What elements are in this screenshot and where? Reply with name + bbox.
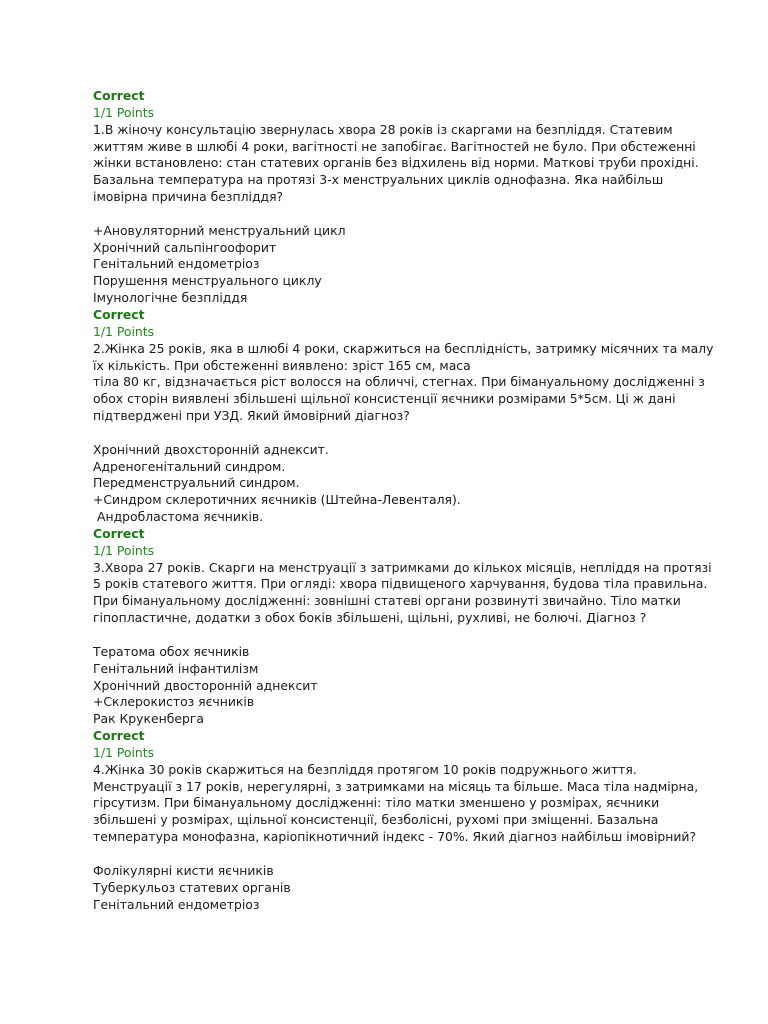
answer-option-correct: +Синдром склеротичних яєчників (Штейна-Левенталя). bbox=[93, 492, 461, 508]
points-label: 1/1 Points bbox=[93, 744, 155, 760]
status-label: Correct bbox=[93, 88, 145, 103]
answer-option-correct: +Ановуляторний менструальний цикл bbox=[93, 222, 346, 238]
question-text-line: Менструації з 17 років, нерегулярні, з затримками на місяць та більше. Маса тіла надмірна, bbox=[93, 778, 699, 794]
question-text-line: При бімануальному дослідженні: зовнішні статеві органи розвинуті звичайно. Тіло матки bbox=[93, 593, 681, 609]
answer-option: Фолікулярні кисти яєчників bbox=[93, 862, 274, 878]
blank-line bbox=[93, 425, 693, 442]
question-text-line: 3.Хвора 27 років. Скарги на менструації з затримками до кількох місяців, непліддя на протязі bbox=[93, 559, 712, 575]
blank-line bbox=[93, 846, 693, 863]
answer-option: Генітальний ендометріоз bbox=[93, 256, 260, 272]
question-text-line: температура монофазна, каріопікнотичний індекс - 70%. Який діагноз найбільш імовірний? bbox=[93, 829, 697, 845]
question-text-line: тіла 80 кг, відзначається ріст волосся на обличчі, стегнах. При бімануальному дослідженні з bbox=[93, 374, 705, 390]
points-label: 1/1 Points bbox=[93, 542, 155, 558]
answer-option: Хронічний двосторонній аднексит bbox=[93, 677, 318, 693]
question-block bbox=[93, 728, 699, 913]
question-text-line: 5 років статевого життя. При огляді: хвора підвищеного харчування, будова тіла правильна. bbox=[93, 576, 708, 592]
answer-option: Генітальний ендометріоз bbox=[93, 896, 260, 912]
question-text-line: 2.Жінка 25 років, яка в шлюбі 4 роки, скаржиться на бесплідність, затримку місячних та малу bbox=[93, 340, 714, 356]
question-text-line: їх кількість. При обстеженні виявлено: зріст 165 см, маса bbox=[93, 357, 471, 373]
blank-line bbox=[93, 627, 693, 644]
question-block bbox=[93, 306, 714, 526]
answer-option: Тератома обох яєчників bbox=[93, 643, 250, 659]
answer-option: Хронічний сальпінгоофорит bbox=[93, 239, 277, 255]
question-block bbox=[93, 88, 699, 307]
status-label: Correct bbox=[93, 306, 145, 322]
answer-option-correct: +Склерокистоз яєчників bbox=[93, 694, 255, 710]
answer-option: Хронічний двохсторонній аднексит. bbox=[93, 441, 329, 457]
blank-line bbox=[93, 206, 693, 223]
answer-option: Андробластома яєчників. bbox=[97, 509, 264, 525]
question-text-line: 1.В жіночу консультацію звернулась хвора 28 років із скаргами на безпліддя. Статевим bbox=[93, 121, 673, 137]
points-label: 1/1 Points bbox=[93, 104, 155, 120]
question-block bbox=[93, 525, 712, 728]
answer-option: Передменструальний синдром. bbox=[93, 475, 300, 491]
quiz-document bbox=[93, 88, 714, 913]
answer-option: Порушення менструального циклу bbox=[93, 273, 322, 289]
answer-option: Генітальний інфантилізм bbox=[93, 660, 259, 676]
answer-option: Туберкульоз статевих органів bbox=[93, 879, 291, 895]
answer-option: Адреногенітальний синдром. bbox=[93, 458, 286, 474]
question-text-line: Базальна температура на протязі 3-х менструальних циклів однофазна. Яка найбільш bbox=[93, 172, 664, 188]
question-text-line: життям живе в шлюбі 4 роки, вагітності не запобігає. Вагітностей не було. При обстеженні bbox=[93, 138, 696, 154]
question-text-line: імовірна причина безпліддя? bbox=[93, 189, 284, 205]
question-text-line: жінки встановлено: стан статевих органів без відхилень від норми. Маткові труби прохідні. bbox=[93, 155, 699, 171]
question-text-line: гірсутизм. При бімануальному дослідженні: тіло матки зменшено у розмірах, яєчники bbox=[93, 795, 660, 811]
status-label: Correct bbox=[93, 525, 145, 541]
points-label: 1/1 Points bbox=[93, 323, 155, 339]
question-text-line: збільшені у розмірах, щільної консистенції, безболісні, рухомі при зміщенні. Базальна bbox=[93, 812, 659, 828]
answer-option: Імунологічне безпліддя bbox=[93, 290, 248, 306]
status-label: Correct bbox=[93, 728, 145, 744]
question-text-line: підтверджені при УЗД. Який ймовірний діагноз? bbox=[93, 408, 410, 424]
question-text-line: 4.Жінка 30 років скаржиться на безпліддя протягом 10 років подружнього життя. bbox=[93, 761, 637, 777]
answer-option: Рак Крукенберга bbox=[93, 711, 204, 727]
question-text-line: обох сторін виявлені збільшені щільної консистенції яєчники розмірами 5*5см. Ці ж дані bbox=[93, 391, 676, 407]
question-text-line: гіпопластичне, додатки з обох боків збільшені, щільні, рухливі, не болючі. Діагноз ? bbox=[93, 610, 647, 626]
